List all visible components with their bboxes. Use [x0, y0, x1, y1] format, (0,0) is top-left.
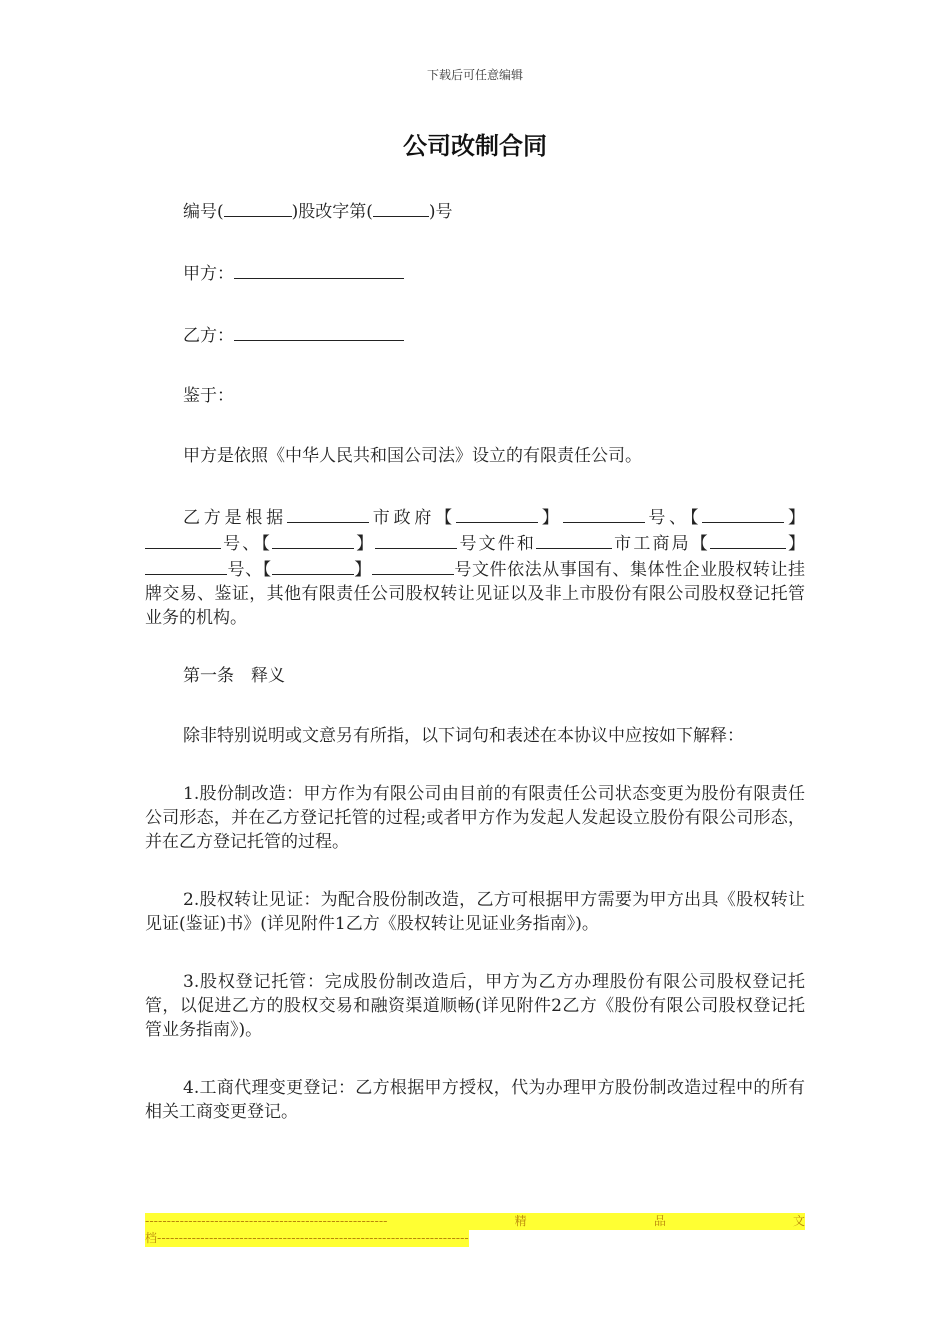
- party-a-line: 甲方：: [145, 260, 805, 286]
- blank-field: [234, 260, 404, 279]
- blank-field: [224, 198, 292, 217]
- article-1-heading: 第一条 释义: [183, 666, 285, 686]
- party-b-line: 乙方：: [145, 322, 805, 348]
- definition-item-4: 4.工商代理变更登记：乙方根据甲方授权，代为办理甲方股份制改造过程中的所有相关工商变更登记。: [145, 1078, 805, 1122]
- blank-field: [373, 198, 429, 217]
- definition-item-3: 3.股权登记托管：完成股份制改造后，甲方为乙方办理股份有限公司股权登记托管，以促进乙方的股权交易和融资渠道顺畅(详见附件2乙方《股份有限公司股权登记托管业务指南》)。: [145, 972, 805, 1040]
- recital-a: 甲方是依照《中华人民共和国公司法》设立的有限责任公司。: [183, 446, 642, 466]
- footer-line-1: -------------------------------------------------------- 精 品 文: [145, 1214, 805, 1228]
- definition-item-1: 1.股份制改造：甲方作为有限公司由目前的有限责任公司状态变更为股份有限责任公司形态，并在乙方登记托管的过程;或者甲方作为发起人发起设立股份有限公司形态，并在乙方登记托管的过程。: [145, 784, 805, 852]
- definition-item-2: 2.股权转让见证：为配合股份制改造，乙方可根据甲方需要为甲方出具《股权转让见证(鉴证)书》(详见附件1乙方《股权转让见证业务指南》)。: [145, 890, 805, 934]
- blank-field: [234, 322, 404, 341]
- recital-b: 乙方是根据 市政府【 】 号、【 】号、【 】 号文件和 市工商局【 】号、【 】 号文件依法从事国有、集体性企业股权转让挂牌交易、鉴证，其他有限责任公司股权转让见证以及非上市股份有限公司股权登记托管业务的机构。: [145, 504, 805, 630]
- document-body: [145, 198, 805, 1124]
- footer-line-2: 档------------------------------------------------------------------------: [145, 1231, 469, 1245]
- page-header: 下载后可任意编辑: [426, 68, 523, 82]
- contract-number-line: 编号( )股改字第( )号: [145, 198, 805, 224]
- document-title: 公司改制合同: [403, 132, 547, 160]
- whereas-line: 鉴于：: [183, 386, 234, 406]
- page-footer-watermark: [145, 1213, 805, 1247]
- article-1-intro: 除非特别说明或文意另有所指，以下词句和表述在本协议中应按如下解释：: [183, 726, 744, 746]
